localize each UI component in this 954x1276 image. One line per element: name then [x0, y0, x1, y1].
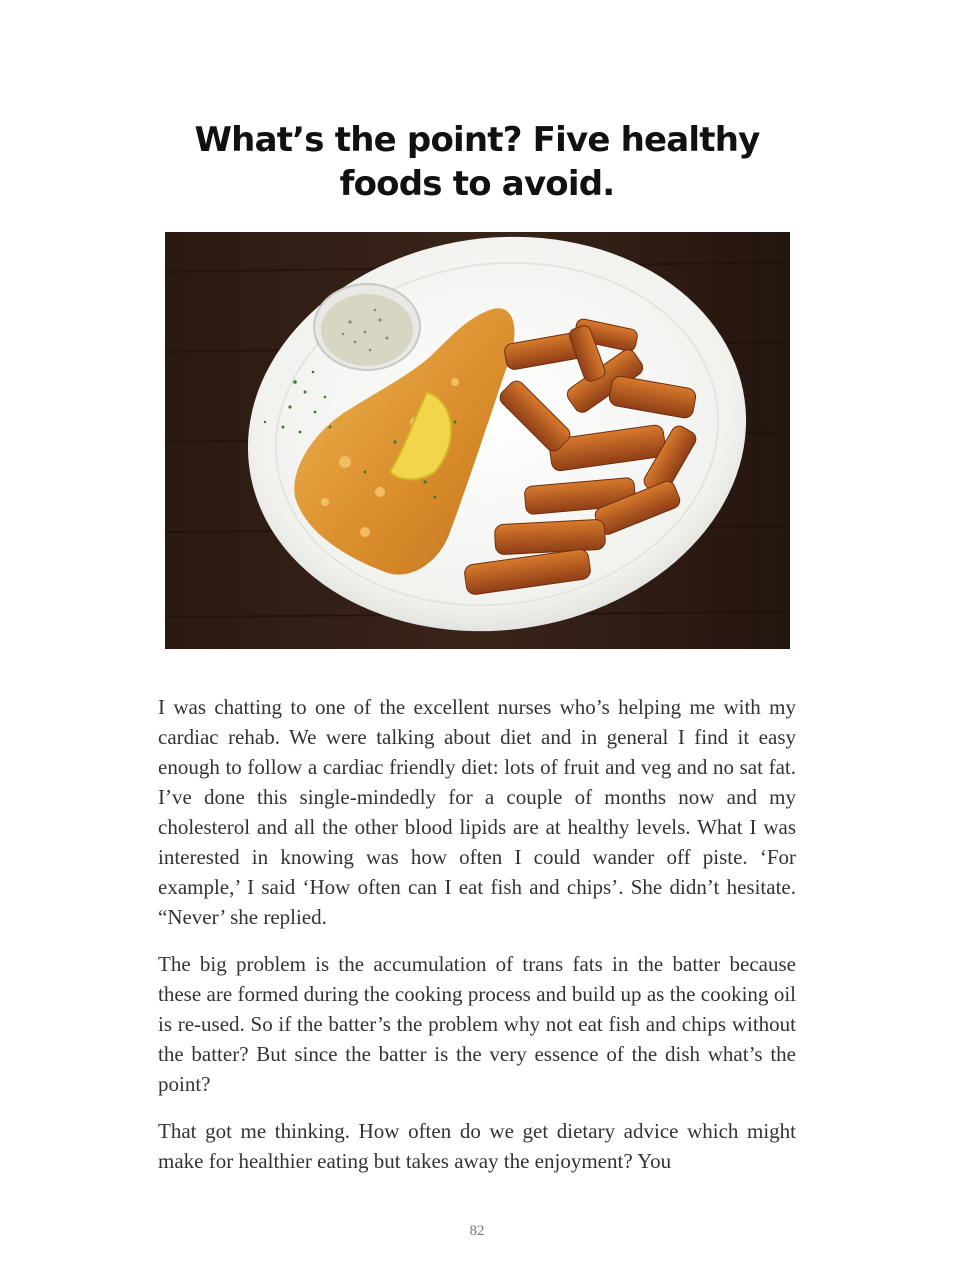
paragraph: I was chatting to one of the excellent nurses who’s helping me with my cardiac rehab. We were talking about diet and in general I find it easy enough to follow a cardiac friendly diet: lots of fruit and veg and no sat fat. I’ve done this single-mindedly for a couple of months now and my cholesterol and all the other blood lipids are at healthy levels. What I was interested in knowing was how often I could wander off piste. ‘For example,’ I said ‘How often can I eat fish and chips’. She didn’t hesitate. “Never’ she replied. — [158, 695, 796, 929]
paragraph: That got me thinking. How often do we get dietary advice which might make for healthier eating but takes away the enjoyment? You — [158, 1119, 796, 1173]
page-number: 82 — [469, 1223, 485, 1239]
fish-and-chips-photo — [165, 232, 790, 649]
article-body — [158, 692, 796, 1193]
page-title: What’s the point? Five healthy foods to avoid. — [194, 120, 760, 204]
paragraph: The big problem is the accumulation of trans fats in the batter because these are formed during the cooking process and build up as the cooking oil is re-used. So if the batter’s the problem why not eat fish and chips without the batter? But since the batter is the very essence of the dish what’s the point? — [158, 952, 796, 1096]
